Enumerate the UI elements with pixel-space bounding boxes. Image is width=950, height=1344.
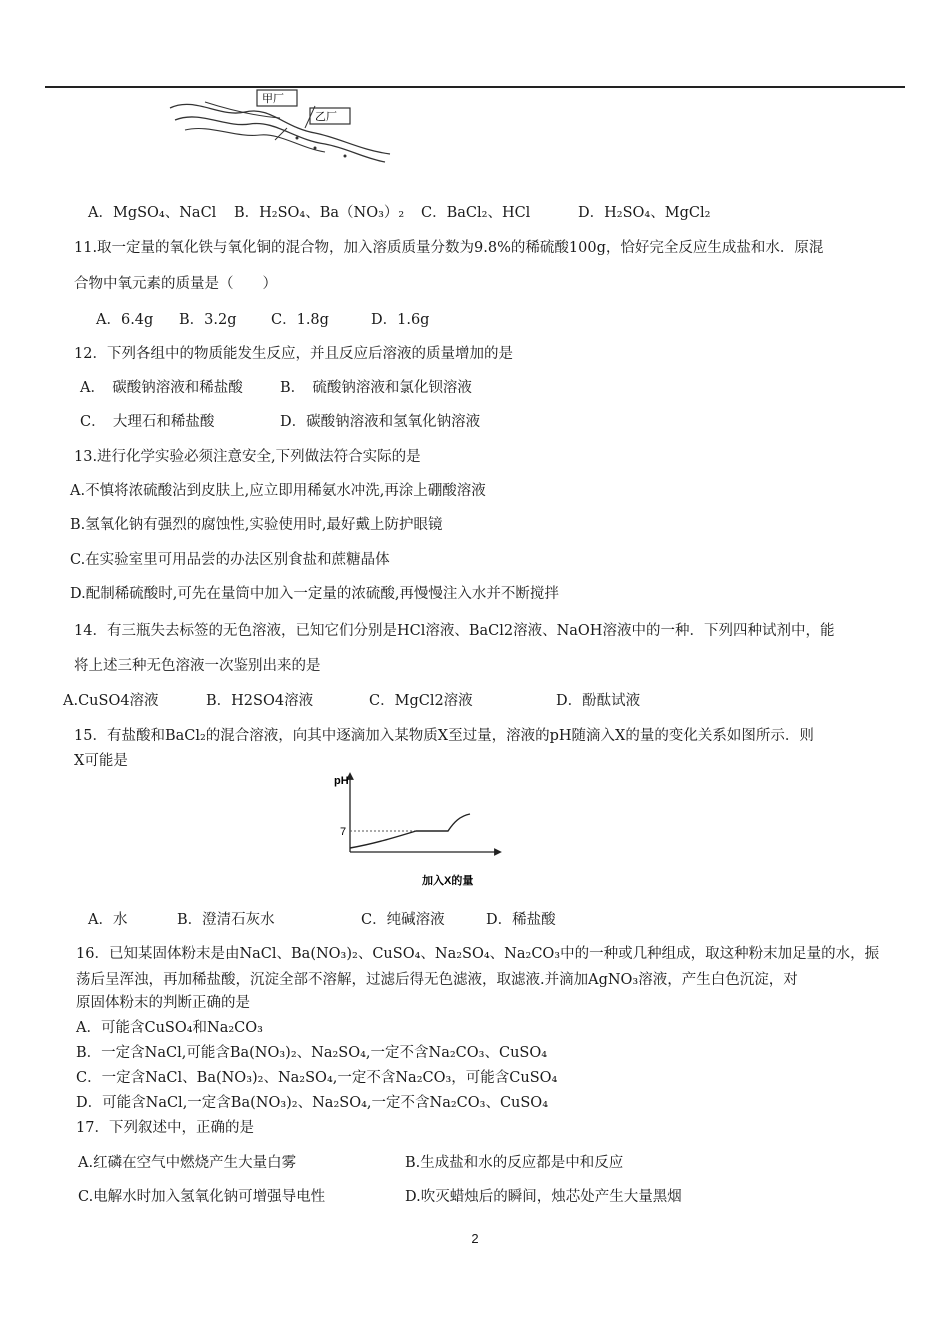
- q13-option-c: C.在实验室里可用品尝的办法区别食盐和蔗糖晶体: [70, 552, 390, 568]
- q11-option-c: C．1.8g: [271, 312, 329, 328]
- q14-option-d: D．酚酞试液: [556, 693, 641, 709]
- q16-stem-line3: 原固体粉末的判断正确的是: [76, 995, 250, 1011]
- q17-option-b: B.生成盐和水的反应都是中和反应: [405, 1155, 624, 1171]
- q11-option-b: B．3.2g: [179, 312, 237, 328]
- q13-option-d: D.配制稀硫酸时,可先在量筒中加入一定量的浓硫酸,再慢慢注入水并不断搅拌: [70, 586, 559, 602]
- q12-option-a: A． 碳酸钠溶液和稀盐酸: [80, 380, 243, 396]
- q15-stem-line2: X可能是: [74, 753, 128, 769]
- q16-stem-line2: 荡后呈浑浊，再加稀盐酸，沉淀全部不溶解，过滤后得无色滤液，取滤液.并滴加AgNO₃溶液，产生白色沉淀，对: [76, 972, 798, 988]
- q10-option-c: C．BaCl₂、HCl: [421, 205, 531, 221]
- q13-option-a: A.不慎将浓硫酸沾到皮肤上,应立即用稀氨水冲洗,再涂上硼酸溶液: [70, 483, 486, 499]
- q11-option-d: D．1.6g: [371, 312, 430, 328]
- q16-option-b: B．一定含NaCl,可能含Ba(NO₃)₂、Na₂SO₄,一定不含Na₂CO₃、CuSO₄: [76, 1045, 548, 1061]
- q10-option-d: D．H₂SO₄、MgCl₂: [578, 205, 711, 221]
- q11-stem-line1: 11.取一定量的氧化铁与氧化铜的混合物，加入溶质质量分数为9.8%的稀硫酸100g，恰好完全反应生成盐和水．原混: [74, 240, 824, 256]
- ph-tick-7: 7: [340, 826, 347, 838]
- q14-option-a: A.CuSO4溶液: [63, 693, 159, 709]
- q11-stem-line2: 合物中氧元素的质量是（ ）: [74, 276, 277, 292]
- q14-stem-line1: 14．有三瓶失去标签的无色溶液，已知它们分别是HCl溶液、BaCl2溶液、NaOH溶液中的一种．下列四种试剂中，能: [74, 623, 835, 639]
- q13-stem: 13.进行化学实验必须注意安全,下列做法符合实际的是: [74, 449, 421, 465]
- q12-option-c: C． 大理石和稀盐酸: [80, 414, 215, 430]
- q12-option-b: B． 硫酸钠溶液和氯化钡溶液: [280, 380, 472, 396]
- ph-graph: [328, 770, 508, 892]
- factory-yi-label: 乙厂: [315, 111, 337, 123]
- x-axis-label: 加入X的量: [422, 875, 474, 887]
- q16-option-c: C．一定含NaCl、Ba(NO₃)₂、Na₂SO₄,一定不含Na₂CO₃，可能含CuSO₄: [76, 1070, 558, 1086]
- q14-option-b: B．H2SO4溶液: [206, 693, 314, 709]
- q15-option-c: C．纯碱溶液: [361, 912, 445, 928]
- q15-stem-line1: 15．有盐酸和BaCl₂的混合溶液，向其中逐滴加入某物质X至过量，溶液的pH随滴入X的量的变化关系如图所示．则: [74, 728, 814, 744]
- page-number: 2: [471, 1231, 479, 1246]
- q12-option-d: D．碳酸钠溶液和氢氧化钠溶液: [280, 414, 481, 430]
- q15-option-a: A．水: [88, 912, 128, 928]
- q11-option-a: A．6.4g: [96, 312, 154, 328]
- q14-option-c: C．MgCl2溶液: [369, 693, 473, 709]
- q10-option-b: B．H₂SO₄、Ba（NO₃）₂: [234, 205, 405, 221]
- ph-axis-label: pH: [334, 775, 349, 787]
- q14-stem-line2: 将上述三种无色溶液一次鉴别出来的是: [74, 658, 321, 674]
- q17-stem: 17．下列叙述中，正确的是: [76, 1120, 254, 1136]
- q12-stem: 12．下列各组中的物质能发生反应，并且反应后溶液的质量增加的是: [74, 346, 513, 362]
- q16-option-a: A．可能含CuSO₄和Na₂CO₃: [76, 1020, 263, 1036]
- river-map-figure: [165, 88, 395, 166]
- q13-option-b: B.氢氧化钠有强烈的腐蚀性,实验使用时,最好戴上防护眼镜: [70, 517, 443, 533]
- q17-option-a: A.红磷在空气中燃烧产生大量白雾: [78, 1155, 297, 1171]
- q10-option-a: A．MgSO₄、NaCl: [88, 205, 217, 221]
- q16-option-d: D．可能含NaCl,一定含Ba(NO₃)₂、Na₂SO₄,一定不含Na₂CO₃、CuSO₄: [76, 1095, 549, 1111]
- q15-option-b: B．澄清石灰水: [177, 912, 275, 928]
- q15-option-d: D．稀盐酸: [486, 912, 556, 928]
- q17-option-d: D.吹灭蜡烛后的瞬间，烛芯处产生大量黑烟: [405, 1189, 682, 1205]
- q16-stem-line1: 16．已知某固体粉末是由NaCl、Ba(NO₃)₂、CuSO₄、Na₂SO₄、Na₂CO₃中的一种或几种组成，取这种粉末加足量的水，振: [76, 946, 880, 962]
- factory-jia-label: 甲厂: [262, 93, 284, 105]
- q17-option-c: C.电解水时加入氢氧化钠可增强导电性: [78, 1189, 326, 1205]
